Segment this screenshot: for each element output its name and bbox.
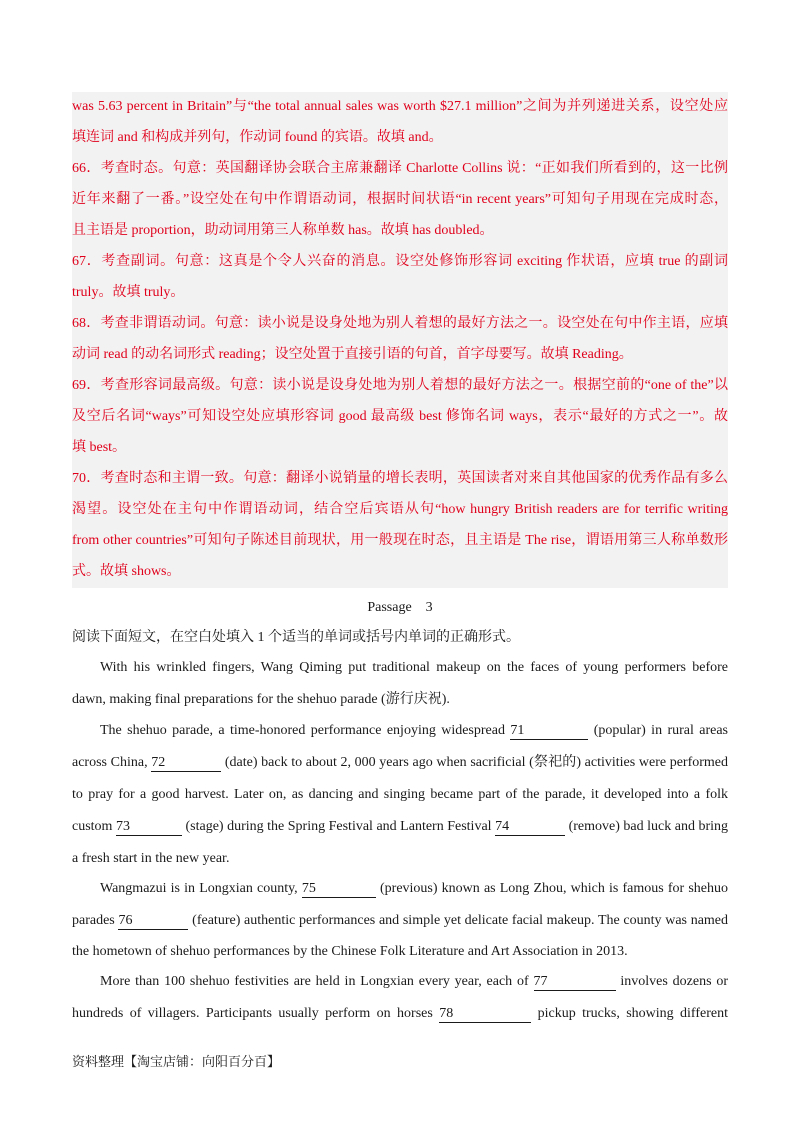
blank-77[interactable]: 77 <box>534 973 616 991</box>
text-segment: (previous) known as Long Zhou, which is famous for shehuo <box>380 881 729 896</box>
text-segment: hundreds of villagers. Participants usually perform on horses <box>72 1006 433 1021</box>
blank-78[interactable]: 78 <box>439 1005 531 1023</box>
answer-line: 69．考查形容词最高级。句意：读小说是设身处地为别人着想的最好方法之一。根据空前的“one of the”以 <box>72 378 728 393</box>
paragraph-line <box>100 879 728 899</box>
text-segment: across China, <box>72 755 148 770</box>
paragraph-line: With his wrinkled fingers, Wang Qiming put traditional makeup on the faces of young performers before <box>100 660 728 675</box>
text-segment: (date) back to about 2, 000 years ago when sacrificial (祭祀的) activities were performed <box>224 755 729 770</box>
paragraph-line <box>72 911 728 931</box>
paragraph-line <box>100 721 728 741</box>
text-segment: (remove) bad luck and bring <box>568 819 729 834</box>
blank-75[interactable]: 75 <box>302 880 376 898</box>
answer-line: from other countries”可知句子陈述目前现状，用一般现在时态，且主语是 The rise，谓语用第三人称单数形 <box>72 533 728 548</box>
text-segment: More than 100 shehuo festivities are held in Longxian every year, each of <box>100 974 529 989</box>
text-segment: The shehuo parade, a time-honored performance enjoying widespread <box>100 723 505 738</box>
text-segment: (stage) during the Spring Festival and Lantern Festival <box>185 819 492 834</box>
blank-74[interactable]: 74 <box>495 818 565 836</box>
blank-72[interactable]: 72 <box>151 754 221 772</box>
text-segment: involves dozens or <box>620 974 729 989</box>
text-segment: (feature) authentic performances and simple yet delicate facial makeup. The county was named <box>192 913 729 928</box>
footer-source-note: 资料整理【淘宝店铺：向阳百分百】 <box>72 1055 281 1070</box>
paragraph-line: the hometown of shehuo performances by the Chinese Folk Literature and Art Association in 2013. <box>72 944 628 959</box>
paragraph-line <box>72 817 728 837</box>
answer-line: 填 best。 <box>72 440 127 455</box>
paragraph-line: dawn, making final preparations for the shehuo parade (游行庆祝). <box>72 692 450 707</box>
text-segment: parades <box>72 913 115 928</box>
blank-71[interactable]: 71 <box>510 722 588 740</box>
passage-title: Passage 3 <box>367 600 433 615</box>
paragraph-line: to pray for a good harvest. Later on, as dancing and singing became part of the parade, it developed into a folk <box>72 787 728 802</box>
instruction-text: 阅读下面短文，在空白处填入 1 个适当的单词或括号内单词的正确形式。 <box>72 630 520 645</box>
answer-line: 填连词 and 和构成并列句，作动词 found 的宾语。故填 and。 <box>72 130 443 145</box>
answer-line: 近年来翻了一番。”设空处在句中作谓语动词，根据时间状语“in recent years”可知句子用现在完成时态， <box>72 192 728 207</box>
text-segment: (popular) in rural areas <box>593 723 728 738</box>
answer-line: 渴望。设空处在主句中作谓语动词，结合空后宾语从句“how hungry British readers are for terrific writing <box>72 502 728 517</box>
paragraph-line <box>72 1004 728 1024</box>
answer-line: 及空后名词“ways”可知设空处应填形容词 good 最高级 best 修饰名词 ways，表示“最好的方式之一”。故 <box>72 409 728 424</box>
blank-76[interactable]: 76 <box>118 912 188 930</box>
text-segment: pickup trucks, showing different <box>537 1006 728 1021</box>
paragraph-line <box>72 753 728 773</box>
answer-line: 70．考查时态和主谓一致。句意：翻译小说销量的增长表明，英国读者对来自其他国家的优秀作品有多么 <box>72 471 728 486</box>
answer-line: 68．考查非谓语动词。句意：读小说是设身处地为别人着想的最好方法之一。设空处在句中作主语，应填 <box>72 316 728 331</box>
paragraph-line <box>100 972 728 992</box>
answer-line: 66．考查时态。句意：英国翻译协会联合主席兼翻译 Charlotte Collins 说：“正如我们所看到的，这一比例 <box>72 161 728 176</box>
text-segment: custom <box>72 819 113 834</box>
text-segment: Wangmazui is in Longxian county, <box>100 881 298 896</box>
answer-line: 且主语是 proportion，助动词用第三人称单数 has。故填 has doubled。 <box>72 223 494 238</box>
answer-line: was 5.63 percent in Britain”与“the total annual sales was worth $27.1 million”之间为并列递进关系，设空处应 <box>72 99 728 114</box>
paragraph-line: a fresh start in the new year. <box>72 851 230 866</box>
answer-line: 67．考查副词。句意：这真是个令人兴奋的消息。设空处修饰形容词 exciting 作状语，应填 true 的副词 <box>72 254 728 269</box>
blank-73[interactable]: 73 <box>116 818 182 836</box>
answer-line: truly。故填 truly。 <box>72 285 185 300</box>
answer-line: 式。故填 shows。 <box>72 564 181 579</box>
answer-line: 动词 read 的动名词形式 reading；设空处置于直接引语的句首，首字母要写。故填 Reading。 <box>72 347 633 362</box>
